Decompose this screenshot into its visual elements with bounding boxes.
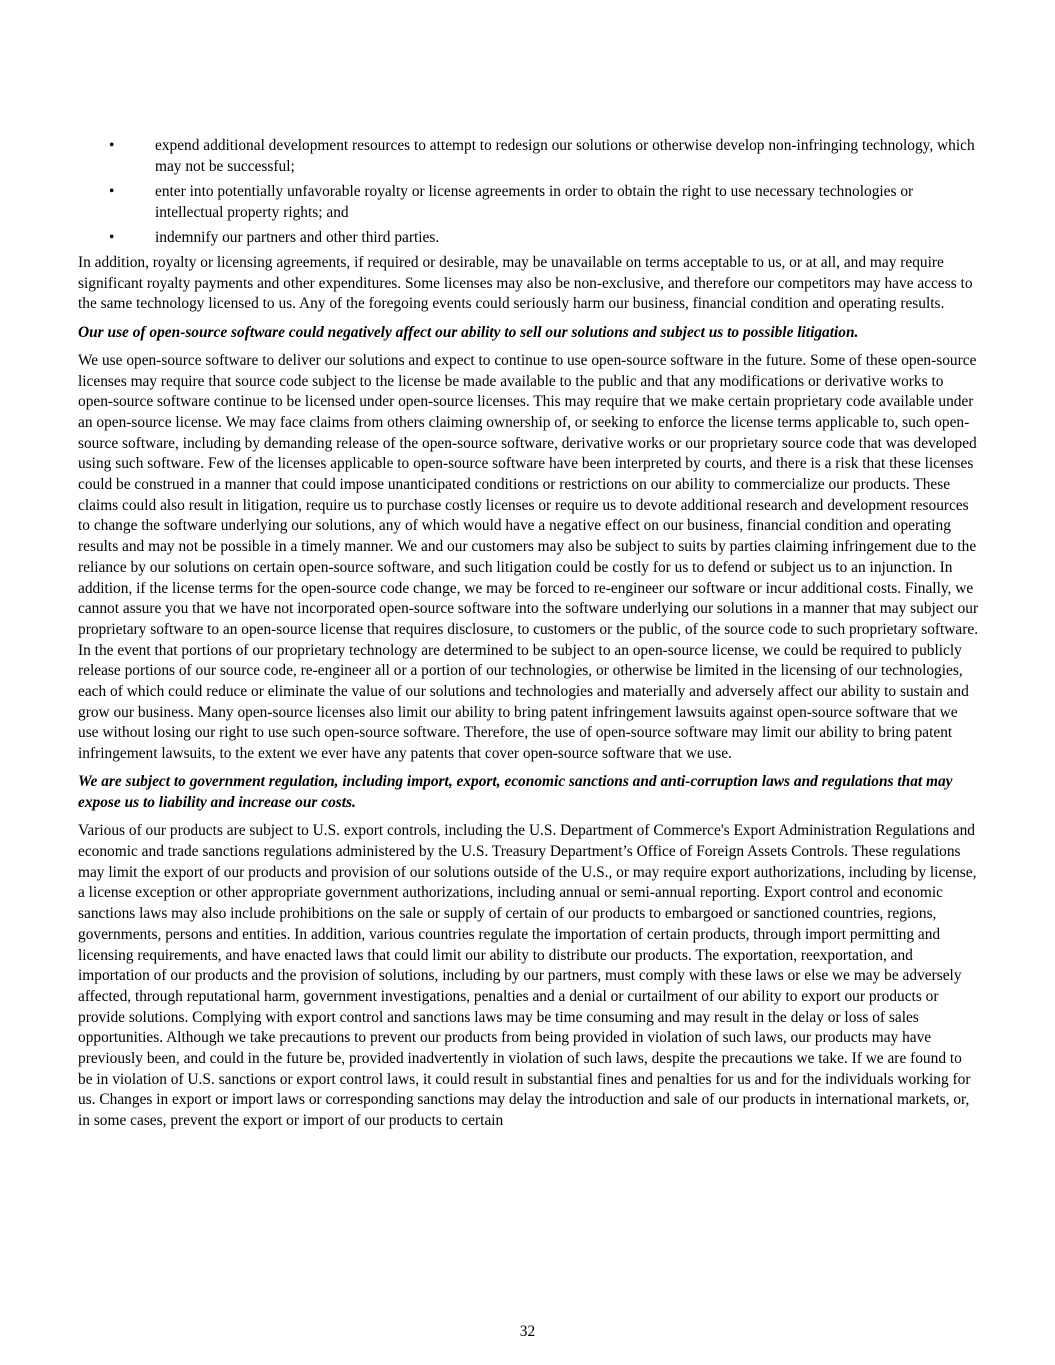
paragraph-open-source: We use open-source software to deliver our solutions and expect to continue to use open-source software in the future. Some of these open-source licenses may require that source code subject to the license be made available to the public and that any modifications or derivative works to open-source software continue to be licensed under open-source licenses. This may require that we make certain proprietary code available under an open-source license. We may face claims from others claiming ownership of, or seeking to enforce the license terms applicable to, such open-source software, including by demanding release of the open-source software, derivative works or our proprietary source code that was developed using such software. Few of the licenses applicable to open-source software have been interpreted by courts, and there is a risk that these licenses could be construed in a manner that could impose unanticipated conditions or restrictions on our ability to commercialize our products. These claims could also result in litigation, require us to purchase costly licenses or require us to devote additional research and development resources to change the software underlying our solutions, any of which would have a negative effect on our business, financial condition and operating results and may not be possible in a timely manner. We and our customers may also be subject to suits by parties claiming infringement due to the reliance by our solutions on certain open-source software, and such litigation could be costly for us to defend or subject us to an injunction. In addition, if the license terms for the open-source code change, we may be forced to re-engineer our software or incur additional costs. Finally, we cannot assure you that we have not incorporated open-source software into the software underlying our solutions in a manner that may subject our proprietary software to an open-source license that requires disclosure, to customers or the public, of the source code to such proprietary software. In the event that portions of our proprietary technology are determined to be subject to an open-source license, we could be required to publicly release portions of our source code, re-engineer all or a portion of our technologies, or otherwise be limited in the licensing of our technologies, each of which could reduce or eliminate the value of our solutions and technologies and materially and adversely affect our ability to sustain and grow our business. Many open-source licenses also limit our ability to bring patent infringement lawsuits against open-source software that we use without losing our right to use such open-source software. Therefore, the use of open-source software may limit our ability to bring patent infringement lawsuits, to the extent we ever have any patents that cover open-source software that we use. bbox=[78, 351, 979, 763]
bullet-icon: • bbox=[109, 228, 115, 246]
bullet-text: expend additional development resources to attempt to redesign our solutions or otherwise develop non-infringing technology, which may not be successful; bbox=[155, 137, 975, 175]
bullet-text: indemnify our partners and other third parties. bbox=[155, 228, 440, 246]
heading-government-regulation-risk: We are subject to government regulation, including import, export, economic sanctions and anti-corruption laws and regulations that may expose us to liability and increase our costs. bbox=[78, 773, 953, 812]
page-number: 32 bbox=[519, 1323, 536, 1340]
heading-open-source-risk: Our use of open-source software could negatively affect our ability to sell our solutions and subject us to possible litigation. bbox=[78, 323, 859, 341]
bullet-item bbox=[78, 182, 980, 223]
document-page bbox=[78, 136, 980, 1139]
paragraph-export-controls: Various of our products are subject to U.S. export controls, including the U.S. Department of Commerce's Export Administration Regulations and economic and trade sanctions regulations administered by the U.S. Treasury Department’s Office of Foreign Assets Controls. These regulations may limit the export of our products and provision of our solutions outside of the U.S., or may require export authorizations, including by license, a license exception or other appropriate government authorizations, including annual or semi-annual reporting. Export control and economic sanctions laws may also include prohibitions on the sale or supply of certain of our products to embargoed or sanctioned countries, regions, governments, persons and entities. In addition, various countries regulate the importation of certain products, through import permitting and licensing requirements, and have enacted laws that could limit our ability to distribute our products. The exportation, reexportation, and importation of our products and the provision of solutions, including by our partners, must comply with these laws or else we may be adversely affected, through reputational harm, government investigations, penalties and a denial or curtailment of our ability to export our products or provide solutions. Complying with export control and sanctions laws may be time consuming and may result in the delay or loss of sales opportunities. Although we take precautions to prevent our products from being provided in violation of such laws, our products may have previously been, and could in the future be, provided inadvertently in violation of such laws, despite the precautions we take. If we are found to be in violation of U.S. sanctions or export control laws, it could result in substantial fines and penalties for us and for the individuals working for us. Changes in export or import laws or corresponding sanctions may delay the introduction and sale of our products in international markets, or, in some cases, prevent the export or import of our products to certain bbox=[78, 822, 977, 1130]
bullet-list bbox=[78, 136, 980, 249]
bullet-icon: • bbox=[109, 182, 115, 200]
bullet-item bbox=[78, 136, 980, 177]
paragraph-royalty-licensing: In addition, royalty or licensing agreements, if required or desirable, may be unavailable on terms acceptable to us, or at all, and may require significant royalty payments and other expenditures. Some licenses may also be non-exclusive, and therefore our competitors may have access to the same technology licensed to us. Any of the foregoing events could seriously harm our business, financial condition and operating results. bbox=[78, 254, 973, 313]
bullet-text: enter into potentially unfavorable royalty or license agreements in order to obtain the right to use necessary technologies or intellectual property rights; and bbox=[155, 182, 914, 221]
bullet-item bbox=[78, 228, 980, 249]
bullet-icon: • bbox=[109, 137, 115, 154]
